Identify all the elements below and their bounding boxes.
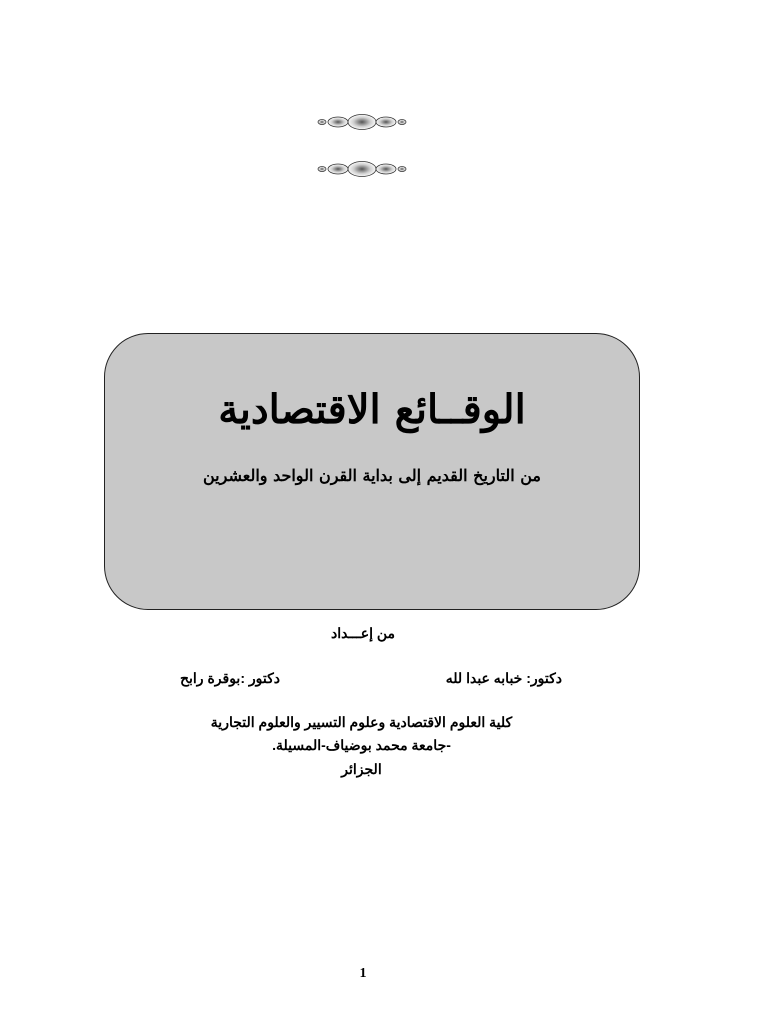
top-ornament-divider (90, 112, 635, 132)
second-ornament-divider (90, 159, 635, 179)
affiliation-line: -جامعة محمد بوضياف-المسيلة. (272, 737, 451, 753)
affiliation-line: الجزائر (341, 761, 382, 777)
page-number: 1 (359, 966, 367, 981)
affiliation-line: كلية العلوم الاقتصادية وعلوم التسيير والعلوم التجارية (210, 714, 513, 730)
book-title: الوقــائع الاقتصادية (218, 386, 526, 433)
author-name: دكتور: خبابه عبدا لله (445, 670, 562, 686)
author-name: دكتور :بوقرة رابح (179, 670, 280, 686)
prepared-by-label: من إعـــداد (330, 625, 396, 641)
title-box (104, 333, 640, 610)
book-subtitle: من التاريخ القديم إلى بداية القرن الواحد والعشرين (203, 466, 541, 485)
